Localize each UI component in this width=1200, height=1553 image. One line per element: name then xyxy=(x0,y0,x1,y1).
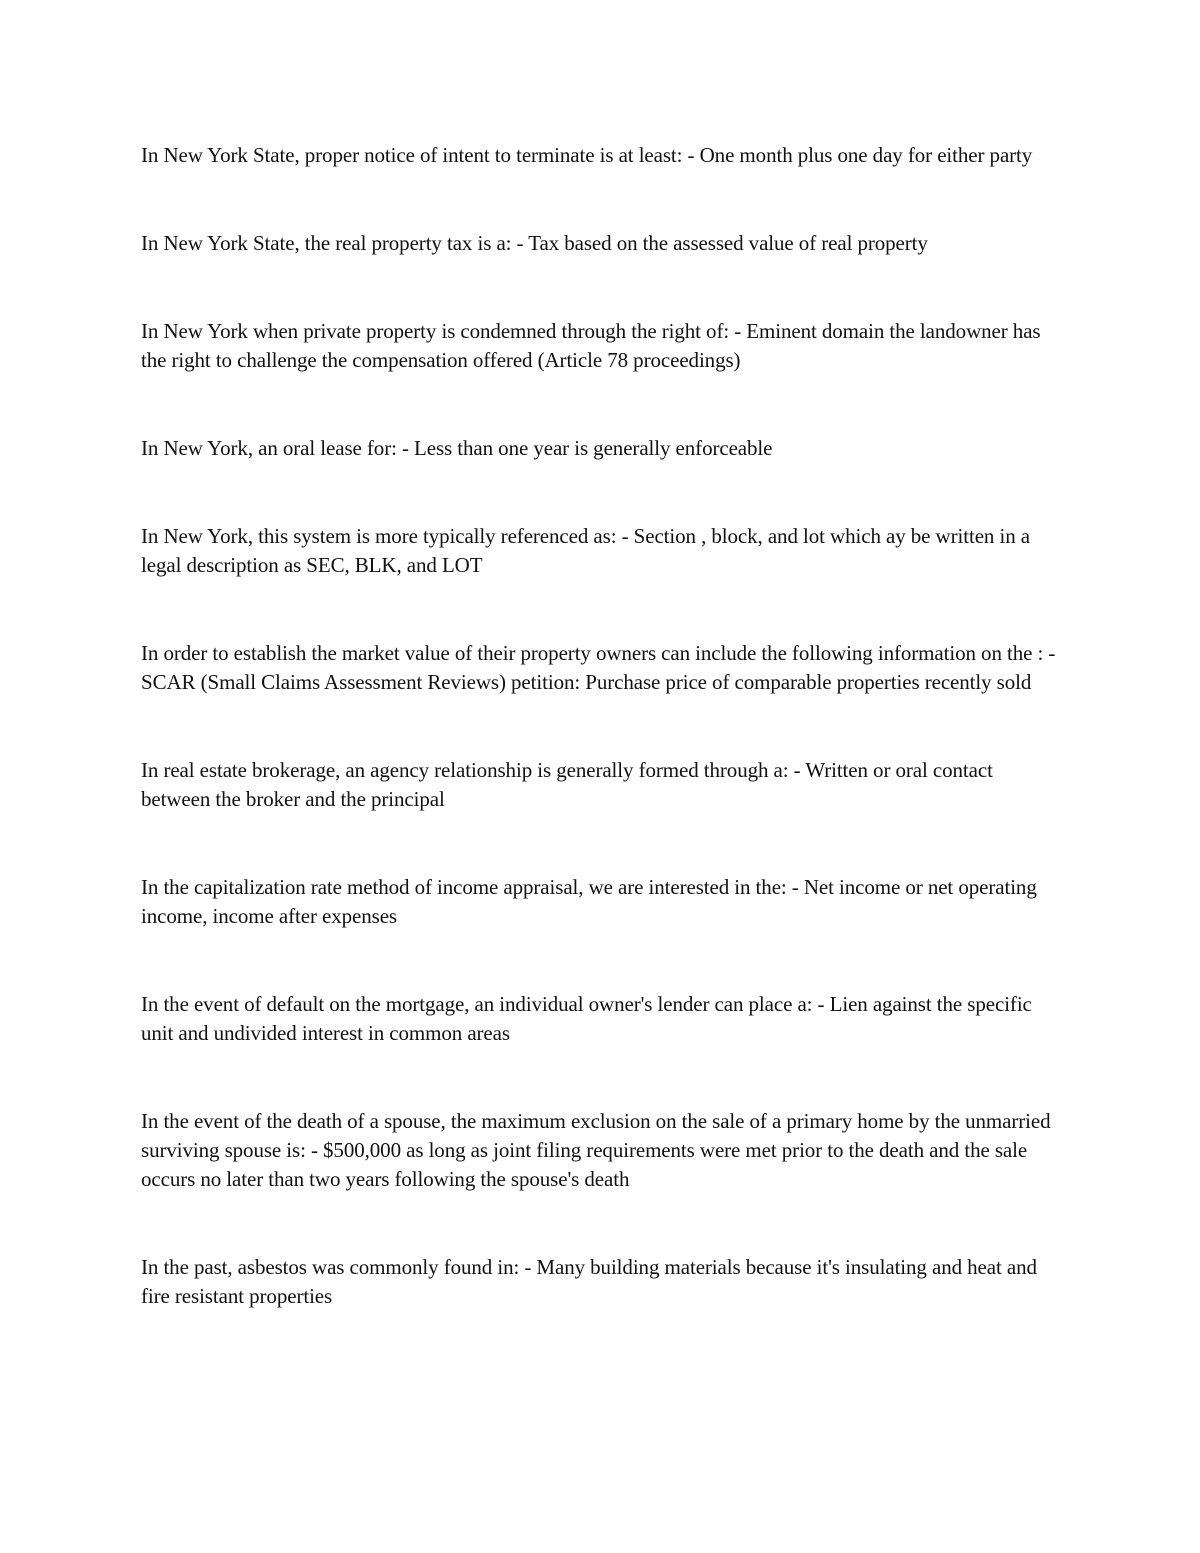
flashcard-entry: In the event of the death of a spouse, the maximum exclusion on the sale of a primary home by the unmarried surviving spouse is: - $500,000 as long as joint filing requirements were met prior to the death and the sale occurs no later than two years following the spouse's death xyxy=(141,1109,1051,1191)
flashcard-entry: In New York, this system is more typically referenced as: - Section , block, and lot which ay be written in a legal description as SEC, BLK, and LOT xyxy=(141,524,1030,577)
flashcard-entry: In New York, an oral lease for: - Less than one year is generally enforceable xyxy=(141,436,773,460)
flashcard-entry: In New York when private property is condemned through the right of: - Eminent domain the landowner has the right to challenge the compensation offered (Article 78 proceedings) xyxy=(141,319,1041,372)
flashcard-entry: In real estate brokerage, an agency relationship is generally formed through a: - Written or oral contact between the broker and the principal xyxy=(141,758,993,811)
document-body xyxy=(141,141,1066,1370)
flashcard-entry: In New York State, proper notice of intent to terminate is at least: - One month plus one day for either party xyxy=(141,143,1033,167)
flashcard-entry: In order to establish the market value of their property owners can include the following information on the : - SCAR (Small Claims Assessment Reviews) petition: Purchase price of comparable properties recently sold xyxy=(141,641,1056,694)
flashcard-entry: In the capitalization rate method of income appraisal, we are interested in the: - Net income or net operating income, income after expenses xyxy=(141,875,1037,928)
flashcard-entry: In New York State, the real property tax is a: - Tax based on the assessed value of real property xyxy=(141,231,928,255)
flashcard-entry: In the past, asbestos was commonly found in: - Many building materials because it's insulating and heat and fire resistant properties xyxy=(141,1255,1037,1308)
flashcard-entry: In the event of default on the mortgage, an individual owner's lender can place a: - Lien against the specific unit and undivided interest in common areas xyxy=(141,992,1032,1045)
